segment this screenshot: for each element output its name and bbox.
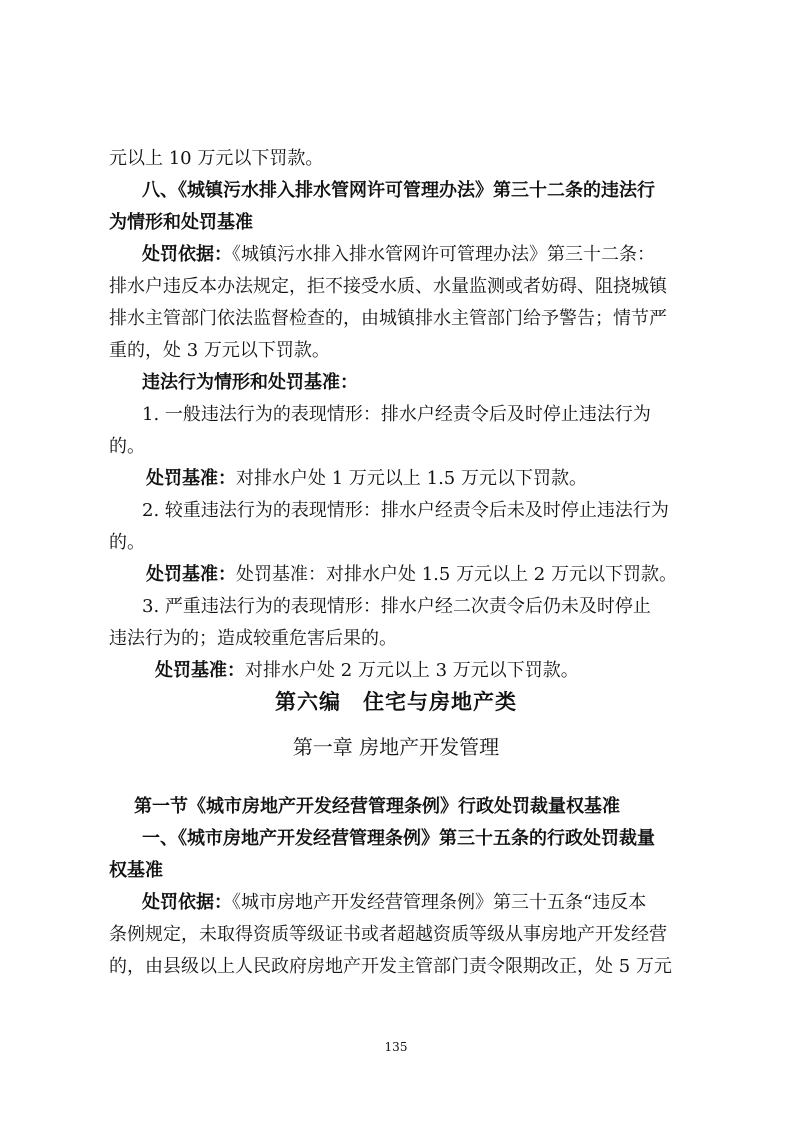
article-heading-cont: 为情形和处罚基准 <box>109 212 253 233</box>
text-line: 的。 <box>109 532 145 553</box>
penalty-standard-line <box>146 562 726 588</box>
text-line: 的，由县级以上人民政府房地产开发主管部门责令限期改正，处 5 万元 <box>109 956 672 977</box>
page-number: 135 <box>384 1040 408 1054</box>
section-label: 违法行为情形和处罚基准： <box>142 372 358 393</box>
penalty-basis-label: 处罚依据： <box>142 244 232 265</box>
text-line: 排水主管部门依法监督检查的，由城镇排水主管部门给予警告；情节严 <box>109 308 667 329</box>
text-line: 3. 严重违法行为的表现情形：排水户经二次责令后仍未及时停止 <box>142 596 651 617</box>
text-line: 条例规定，未取得资质等级证书或者超越资质等级从事房地产开发经营 <box>109 924 667 945</box>
article-heading: 八、《城镇污水排入排水管网许可管理办法》第三十二条的违法行 <box>142 180 655 201</box>
penalty-standard-text: 对排水户处 2 万元以上 3 万元以下罚款。 <box>245 660 579 681</box>
penalty-standard-label: 处罚基准： <box>146 564 236 585</box>
penalty-standard-line <box>146 466 726 492</box>
text-line: 元以上 10 万元以下罚款。 <box>109 148 324 169</box>
text-line: 1. 一般违法行为的表现情形：排水户经责令后及时停止违法行为 <box>142 404 651 425</box>
section-title: 第一节《城市房地产开发经营管理条例》行政处罚裁量权基准 <box>134 796 620 817</box>
text-line: 重的，处 3 万元以下罚款。 <box>109 340 330 361</box>
penalty-basis-text: 《城市房地产开发经营管理条例》第三十五条“违反本 <box>232 892 647 913</box>
penalty-basis-text: 《城镇污水排入排水管网许可管理办法》第三十二条： <box>232 244 655 265</box>
article-heading: 一、《城市房地产开发经营管理条例》第三十五条的行政处罚裁量 <box>142 828 655 849</box>
penalty-basis-line <box>142 242 722 268</box>
part-title: 第六编 住宅与房地产类 <box>275 689 517 714</box>
penalty-standard-text: 对排水户处 1 万元以上 1.5 万元以下罚款。 <box>236 468 587 489</box>
text-line: 排水户违反本办法规定，拒不接受水质、水量监测或者妨碍、阻挠城镇 <box>109 276 667 297</box>
article-heading-cont: 权基准 <box>109 860 163 881</box>
text-line: 违法行为的；造成较重危害后果的。 <box>109 628 397 649</box>
penalty-standard-label: 处罚基准： <box>146 468 236 489</box>
text-line: 的。 <box>109 436 145 457</box>
text-line: 2. 较重违法行为的表现情形：排水户经责令后未及时停止违法行为 <box>142 500 669 521</box>
chapter-title: 第一章 房地产开发管理 <box>292 735 500 759</box>
penalty-standard-label: 处罚基准： <box>155 660 245 681</box>
penalty-standard-text: 处罚基准：对排水户处 1.5 万元以上 2 万元以下罚款。 <box>236 564 677 585</box>
penalty-basis-line <box>142 890 722 916</box>
penalty-standard-line <box>155 658 735 684</box>
penalty-basis-label: 处罚依据： <box>142 892 232 913</box>
